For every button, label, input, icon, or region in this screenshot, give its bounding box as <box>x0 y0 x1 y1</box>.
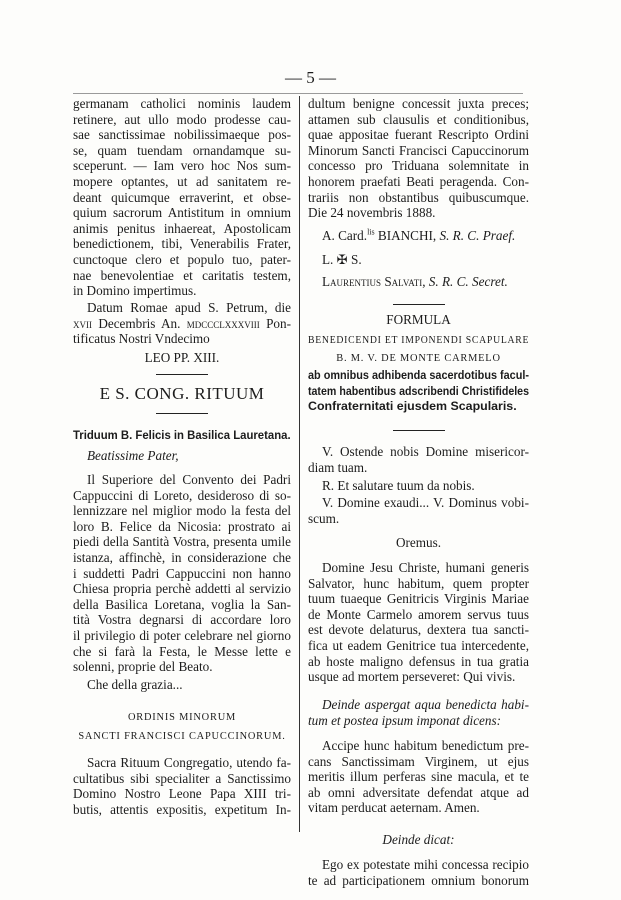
text-line: tum et postea ipsum imponat dicens: <box>308 712 502 728</box>
text-line: Il Superiore del Convento dei Padri <box>87 472 291 487</box>
text-line: ab omni adversitate defendat atque ad <box>308 784 529 800</box>
text-line: se, quam tuendam ornandamque su- <box>73 142 291 158</box>
text-run: S. R. C. Secret. <box>428 274 508 289</box>
text-run: , <box>422 274 429 289</box>
text-line: mopere optantes, ut ad sanitatem re- <box>73 173 291 189</box>
text-line: Salvator, hunc habitum, quem propter <box>308 575 529 591</box>
paragraph <box>308 444 529 475</box>
small-caps-heading <box>308 333 529 349</box>
text-line: quium sacrorum Antistitum in omnium <box>73 205 291 221</box>
text-line: Minorum Sancti Francisci Capuccinorum <box>308 142 529 158</box>
paragraph <box>308 312 529 328</box>
page-number: — 5 — <box>285 68 336 87</box>
text-line: tificatus Nostri Vndecimo <box>73 331 210 347</box>
bold-title <box>308 368 529 415</box>
paragraph <box>308 832 529 848</box>
paragraph <box>308 228 529 244</box>
text-line: Sacra Rituum Congregatio, utendo fa- <box>87 755 291 770</box>
text-line: tatem habentibus adscribendi Christifideles <box>308 383 529 398</box>
text-line: cans Sanctissimam Virginem, ut ejus <box>308 753 529 769</box>
paragraph <box>73 96 291 299</box>
text-line: in Domino impertimus. <box>73 283 197 299</box>
text-line: meritis illum perferas sine macula, et te <box>308 769 529 785</box>
text-line: Triduum B. Felicis in Basilica Lauretana. <box>73 428 291 442</box>
section-rule <box>393 430 445 431</box>
text-line: Beatissime Pater, <box>87 448 179 463</box>
text-line: attamen sub clausulis et conditionibus, <box>308 111 529 127</box>
text-line: usque ad mortem perseveret: Qui vivis. <box>308 669 516 685</box>
paragraph <box>308 252 529 268</box>
paragraph <box>308 857 529 888</box>
text-line: BENEDICENDI ET IMPONENDI SCAPULARE <box>308 335 530 346</box>
paragraph <box>73 300 291 347</box>
text-line: SANCTI FRANCISCI CAPUCCINORUM. <box>78 731 286 742</box>
text-line: ab omnibus adhibenda sacerdotibus facul- <box>308 368 529 382</box>
text-line: sceperunt. — Iam vero hoc Nos sum- <box>73 158 291 174</box>
paragraph <box>308 697 529 728</box>
text-line: solenni, proprie del Beato. <box>73 659 213 675</box>
text-line: Chiesa propria perchè addetti al servizio <box>73 581 291 597</box>
paragraph <box>73 472 291 675</box>
text-line: ORDINIS MINORUM <box>127 712 237 723</box>
text-line <box>308 274 529 290</box>
text-line: loro B. Felice da Nicosia: prostrato ai <box>73 518 291 534</box>
text-line: lennizzare nel miglior modo la festa del <box>73 503 291 519</box>
text-line: diam tuam. <box>308 459 368 475</box>
text-line: Accipe hunc habitum benedictum pre- <box>322 738 529 753</box>
text-run: Laurentius Salvati <box>322 274 423 289</box>
text-line: R. Et salutare tuum da nobis. <box>322 478 475 493</box>
text-run: A. Card. <box>322 228 368 243</box>
text-line: nae benevolentiae et caritatis testem, <box>73 267 291 283</box>
header-rule <box>73 93 523 94</box>
paragraph <box>308 478 529 494</box>
text-line: Confraternitati ejusdem Scapularis. <box>308 399 517 414</box>
text-line: Cappuccini di Loreto, desideroso di so- <box>73 487 291 503</box>
text-line: V. Domine exaudi... V. Dominus vobi- <box>322 495 529 510</box>
text-line <box>73 316 291 332</box>
text-line: istanza, affinchè, in considerazione che <box>73 549 291 565</box>
text-line: quae appositae fuerant Rescripto Ordini <box>308 127 529 143</box>
text-line: V. Ostende nobis Domine misericor- <box>322 444 529 459</box>
bold-title <box>73 428 291 444</box>
text-line: trariis non obstantibus quibuscumque. <box>308 189 529 205</box>
text-line: cultatibus sibi specialiter a Sanctissimo <box>73 770 291 786</box>
text-line: Che della grazia... <box>87 677 183 692</box>
text-run: mdccclxxxviii <box>186 315 260 331</box>
text-line: fica ut eadem Genitrice tua intercedente, <box>308 637 529 653</box>
text-line: scum. <box>308 510 340 526</box>
text-line: che si farà la Festa, le Messe lette e <box>73 643 291 659</box>
text-line: il privilegio di poter celebrare nel giorno <box>73 627 291 643</box>
text-run: xvii <box>73 315 92 331</box>
text-line: tuum tuaeque Genitricis Virginis Mariae <box>308 591 529 607</box>
small-caps-heading <box>73 729 291 745</box>
text-run: BIANCHI, <box>374 228 440 243</box>
paragraph <box>308 535 529 551</box>
text-run: S. R. C. Praef. <box>439 228 516 243</box>
text-line: benedictionem, tibi, Venerabilis Frater, <box>73 236 291 252</box>
text-line: E S. CONG. RITUUM <box>99 384 265 403</box>
section-rule <box>156 374 208 375</box>
text-line: butis, attentis expositis, expetitum In- <box>73 801 291 817</box>
text-line: vitam perducat aeternam. Amen. <box>308 800 480 816</box>
text-line: ab hoste maligno defensus in tua gratia <box>308 653 529 669</box>
text-line: honorem praefati Beati peragenda. Con- <box>308 173 529 189</box>
text-line: de Monte Carmelo amorem servus tuus <box>308 606 529 622</box>
text-line: piedi della Santità Vostra, presenta umile <box>73 534 291 550</box>
text-line: Domine Jesu Christe, humani generis <box>322 560 529 575</box>
text-line: Deinde aspergat aqua benedicta habi- <box>322 697 529 712</box>
text-line: i suddetti Padri Cappuccini non hanno <box>73 565 291 581</box>
text-line: Oremus. <box>395 535 442 550</box>
text-line: Deinde dicat: <box>382 832 455 847</box>
text-line: FORMULA <box>386 312 451 327</box>
text-line: sae sanctissimae nobilissimaeque pos- <box>73 127 291 143</box>
paragraph <box>308 274 529 290</box>
text-line: animis penitus inhaereat, Apostolicam <box>73 220 291 236</box>
text-line: Die 24 novembris 1888. <box>308 205 436 221</box>
text-line: Domino Nostro Leone Papa XIII tri- <box>73 786 291 802</box>
paragraph <box>308 738 529 816</box>
text-line: L. ✠ S. <box>322 252 362 267</box>
column-divider <box>299 96 300 832</box>
section-heading <box>73 384 291 404</box>
text-run: Decembris An. <box>92 315 187 331</box>
text-line: della Basilica Loretana, voglia la San- <box>73 596 291 612</box>
paragraph <box>73 350 291 366</box>
small-caps-heading <box>73 710 291 726</box>
text-line: LEO PP. XIII. <box>144 350 220 365</box>
paragraph <box>73 755 291 817</box>
section-rule <box>156 413 208 414</box>
text-line: est devote delaturus, dextera tua sancti- <box>308 622 529 638</box>
text-line: deant quicumque erraverint, et obse- <box>73 189 291 205</box>
text-line: B. M. V. DE MONTE CARMELO <box>336 353 501 364</box>
text-line <box>308 228 529 244</box>
text-line: germanam catholici nominis laudem <box>73 96 291 111</box>
small-caps-heading <box>308 351 529 367</box>
text-line: retinere, aut ullo modo prodesse cau- <box>73 111 291 127</box>
paragraph <box>73 448 291 464</box>
text-line: Ego ex potestate mihi concessa recipio <box>322 857 529 872</box>
paragraph <box>308 495 529 526</box>
paragraph <box>73 677 291 693</box>
text-run: Pon- <box>259 315 291 331</box>
text-line: Datum Romae apud S. Petrum, die <box>87 300 291 315</box>
paragraph <box>308 560 529 685</box>
text-line: te ad participationem omnium bonorum <box>308 872 529 888</box>
section-rule <box>393 304 445 305</box>
text-line: dultum benigne concessit juxta preces; <box>308 96 529 111</box>
text-line: cunctoque clero et populo tuo, pater- <box>73 251 291 267</box>
text-line: tità Vostra degnarsi di accordare loro <box>73 612 291 628</box>
paragraph <box>308 96 529 221</box>
text-run: lis <box>367 227 375 237</box>
text-line: concesso pro Triduana solemnitate in <box>308 158 529 174</box>
